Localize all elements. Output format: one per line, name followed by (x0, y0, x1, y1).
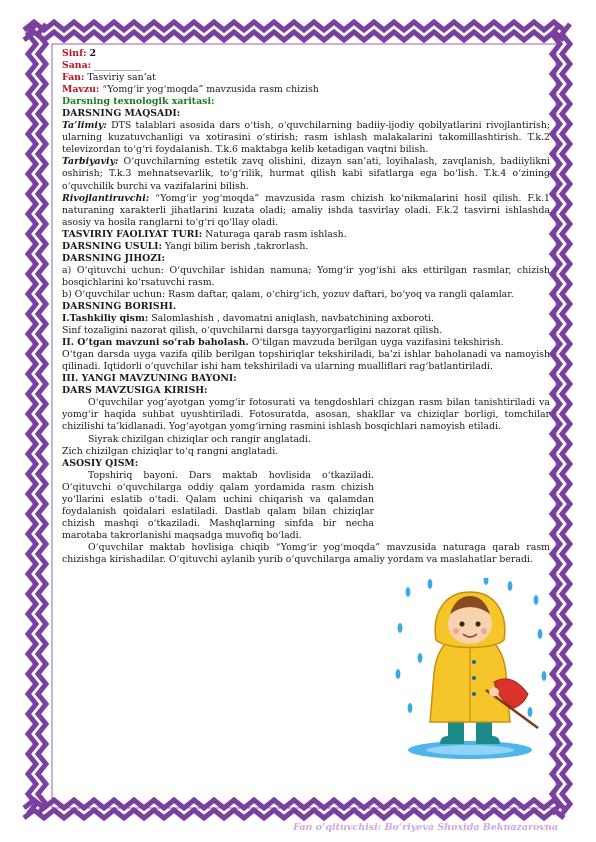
topic-line: Mavzu: “Yomg‘ir yog‘moqda” mavzusida rasm chizish (62, 84, 319, 96)
main-part-paragraph: Topshiriq bayoni. Dars maktab hovlisida o‘tkaziladi. O‘qituvchi o‘quvchilarga oddiy qalam yordamida rasm chizish yo‘llarini eslatib o‘tadi. Qalam uchini chiqarish va qalamdan foydalanish qoidalari eslatiladi. Dastlab qalam bilan chiziqlar chizish mashqi o‘tkaziladi. Mashqlarning sinfda bir necha marotaba takrorlanishi maqsadga muvofiq bo‘ladi. (62, 469, 374, 541)
main-part-paragraph-2: O‘quvchilar maktab hovlisiga chiqib “Yomg‘ir yog‘moqda” mavzusida naturaga qarab rasm chizishga kirishadilar. O‘qituvchi aylanib yurib o‘quvchilarga amaliy yordam va maslahatlar beradi. (62, 541, 550, 565)
lesson-method: DARSNING USULI: Yangi bilim berish ,takrorlash. (62, 240, 309, 252)
goal-upbringing: Tarbiyaviy: O‘quvchilarning estetik zavq olishini, dizayn san’ati, loyihalash, zavqlanish, badiiylikni oshirish; T.k.3 mehnatsevarlik, to‘g‘rilik, hurmat qilish kabi sifatlarga ega bo‘lish. T.k.4 o‘zining o‘quvchilik burchi va vazifalarini bilish. (62, 156, 550, 192)
goal-developmental: Rivojlantiruvchi: “Yomg‘ir yog‘moqda” mavzusida rasm chizish ko‘nikmalarini hosil qilish. F.k.1 naturaning xarakterli jihatlarini kuzata oladi; amaliy ishda tasvirlay oladi. F.k.2 tasvirni ishlashda asosiy va hosila ranglarni to‘g‘ri qo‘llay oladi. (62, 192, 550, 228)
equipment-heading: DARSNING JIHOZI: (62, 252, 165, 264)
goals-heading: DARSNING MAQSADI: (62, 108, 181, 120)
border-chevron-row (24, 810, 564, 818)
goal-educational: Ta’limiy: DTS talablari asosida dars o‘tish, o‘quvchilarning badiiy-ijodiy qobilyatlarini rivojlantirish; ularning kuzatuvchanligi va xotirasini o‘stirish; rasm ishlash malakalarini takomillashtirish. T.k.2 televizordan to‘g‘ri foydalanish. T.k.6 maktabga kelib ketadigan vaqtni bilish. (62, 120, 550, 156)
border-chevron-row (24, 32, 564, 40)
intro-note-2: Zich chizilgan chiziqlar to‘q rangni anglatadi. (62, 445, 279, 457)
review-paragraph: O‘tgan darsda uyga vazifa qilib berilgan topshiriqlar tekshiriladi, ba’zi ishlar baholanadi va namoyish qilinadi. Iqtidorli o‘quvchilar ishi ham tekshiriladi va ularning mualliflari rag‘batlantiriladi. (62, 349, 550, 373)
new-topic-heading: III. YANGI MAVZUNING BAYONI: (62, 373, 237, 385)
border-chevron-row (28, 24, 36, 814)
procedure-heading: DARSNING BORISHI. (62, 300, 177, 312)
equipment-students: b) O‘quvchilar uchun: Rasm daftar, qalam, o‘chirg‘ich, yozuv daftari, bo‘yoq va rangli qalamlar. (62, 288, 514, 300)
tech-map-title: Darsning texnologik xaritasi: (62, 96, 215, 108)
organizational-part-2: Sinf tozaligini nazorat qilish, o‘quvchilarni darsga tayyorgarligini nazorat qilish. (62, 325, 443, 337)
equipment-teacher: a) O‘qituvchi uchun: O‘quvchilar ishidan namuna; Yomg‘ir yog‘ishi aks ettirilgan rasmlar, chizish bosqichlarini ko‘rsatuvchi rasm. (62, 264, 550, 288)
main-part-heading: ASOSIY QISM: (62, 457, 139, 469)
intro-paragraph: O‘quvchilar yog‘ayotgan yomg‘ir fotosurati va tengdoshlari chizgan rasm bilan tanishtiriladi va yomg‘ir haqida suhbat uyushtiriladi. Fotosuratda, asosan, shakllar va chiziqlar borligi, tomchilar chizilishi ta’kidlanadi. Yog‘ayotgan yomg‘irning rasmini ishlash bosqichlari namoyish etiladi. (62, 397, 550, 433)
grade-line: Sinf: 2 (62, 48, 97, 59)
intro-heading: DARS MAVZUSIGA KIRISH: (62, 385, 208, 397)
border-chevron-row (562, 24, 570, 814)
review-part: II. O‘tgan mavzuni so‘rab baholash. O‘tilgan mavzuda berilgan uyga vazifasini tekshirish. (62, 337, 504, 349)
child-in-raincoat-illustration (390, 578, 550, 760)
organizational-part: I.Tashkiliy qism: Salomlashish , davomatni aniqlash, navbatchining axboroti. (62, 313, 434, 325)
activity-type: TASVIRIY FAOLIYAT TURI: Naturaga qarab rasm ishlash. (62, 228, 347, 240)
date-line: Sana: __________ (62, 60, 141, 72)
intro-note-1: Siyrak chizilgan chiziqlar och rangir anglatadi. (88, 433, 311, 445)
teacher-signature-footer: Fan o’qituvchisi: Bo’riyeva Shoxida Beknazarovna (293, 822, 558, 833)
hand (489, 688, 499, 697)
subject-line: Fan: Tasviriy san’at (62, 72, 156, 84)
border-chevron-row (38, 24, 46, 814)
